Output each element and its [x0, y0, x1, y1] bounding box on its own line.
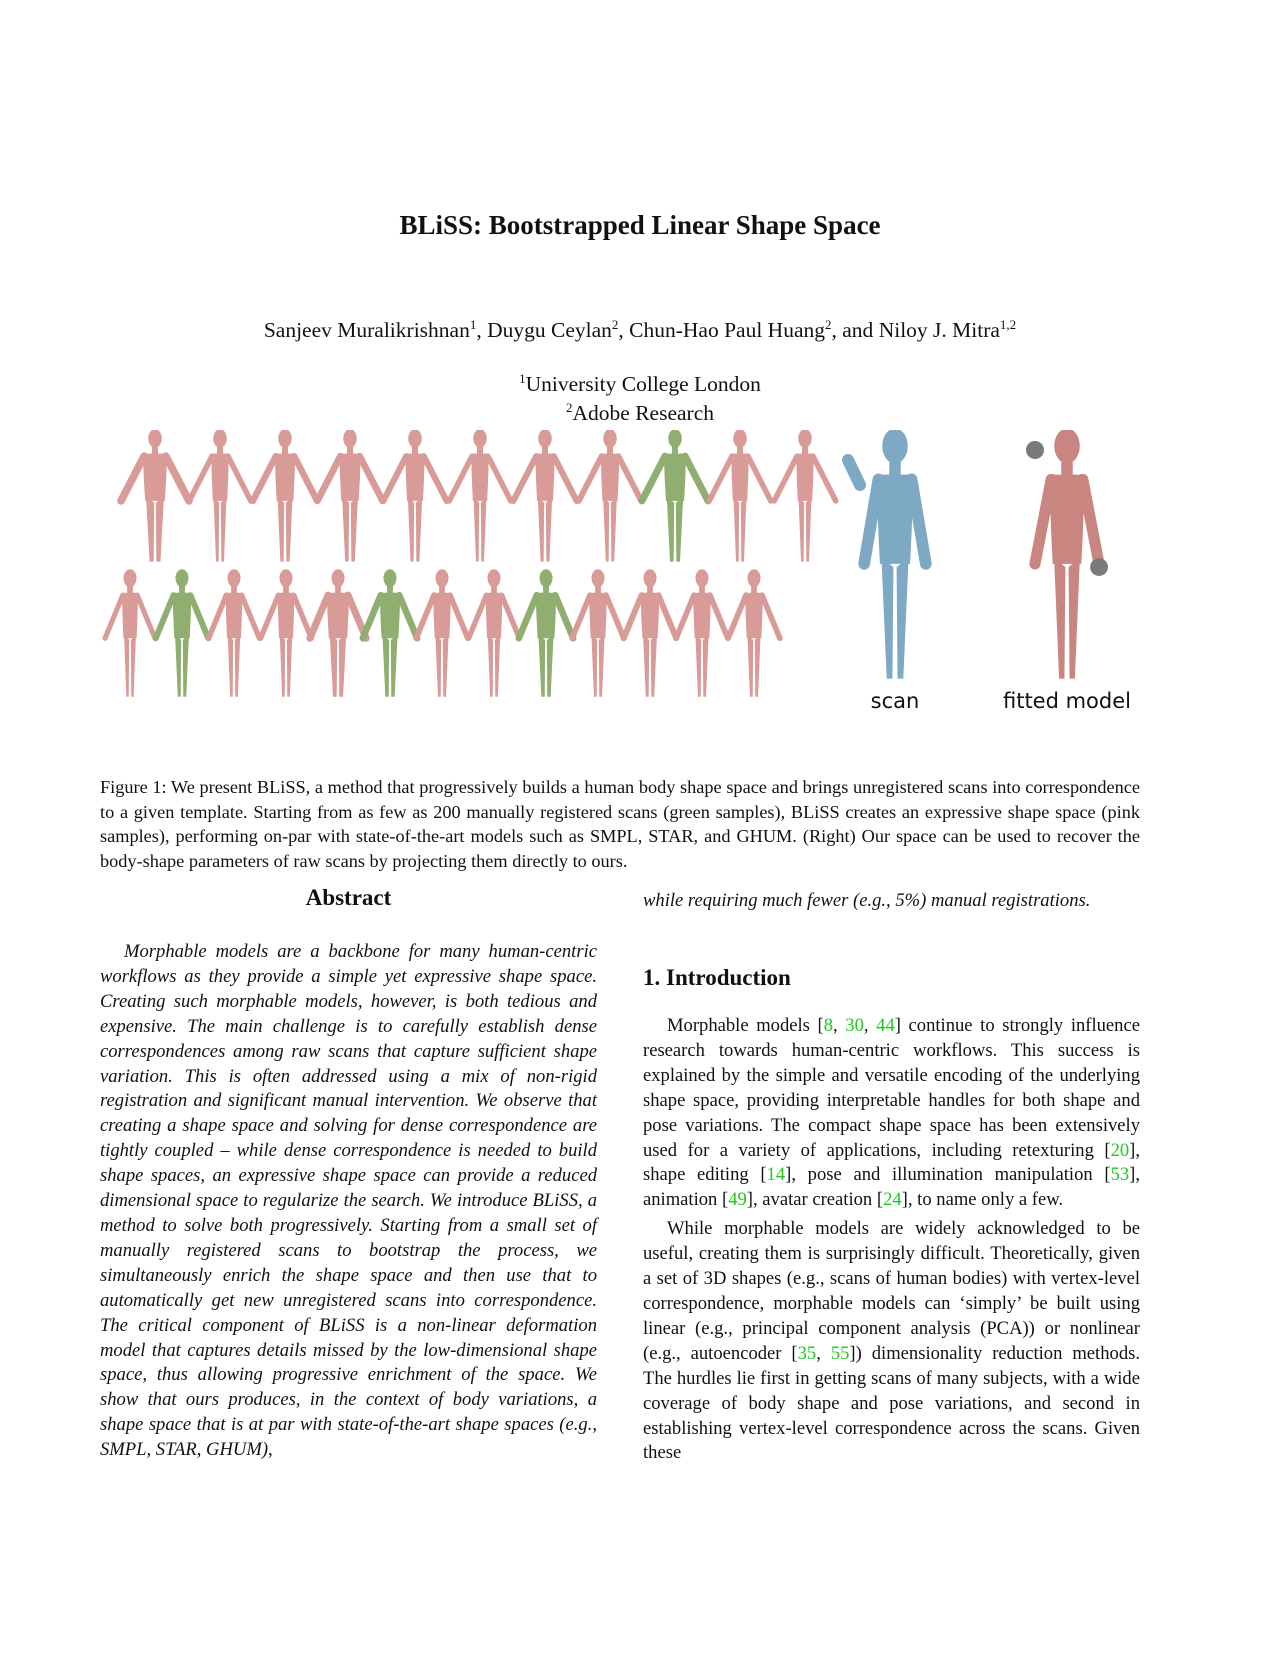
citation-link[interactable]: 20	[1110, 1139, 1130, 1161]
affiliation	[0, 401, 1280, 426]
text-run: While morphable models are widely acknowledged to be useful, creating them is surprisingly difficult. Theoretically, given a set of 3D shapes (e.g., scans of human bodies) with vertex-level correspondence, morphable models can ‘simply’ be built using linear (e.g., principal component analysis (PCA)) or nonlinear (e.g., autoencoder [	[643, 1218, 1140, 1364]
body-figure	[848, 430, 926, 679]
citation-link[interactable]: 55	[830, 1342, 850, 1364]
author-affil-mark: 2	[825, 316, 832, 332]
body-figure	[261, 569, 312, 697]
body-figure	[310, 569, 366, 697]
scan-body	[848, 430, 926, 679]
author-name: Duygu Ceylan	[487, 318, 612, 342]
citation-link[interactable]: 24	[883, 1189, 902, 1211]
citation-link[interactable]: 35	[797, 1342, 817, 1364]
fitted-model-label: fitted model	[1002, 689, 1132, 713]
body-figure	[676, 569, 728, 697]
body-figure	[513, 430, 576, 562]
text-run: ], avatar creation [	[746, 1189, 884, 1211]
body-figure	[253, 430, 317, 562]
abstract-continuation: while requiring much fewer (e.g., 5%) manual registrations.	[643, 890, 1091, 911]
body-figure	[105, 569, 155, 697]
scan-label: scan	[870, 689, 920, 713]
intro-body	[643, 1014, 1140, 1470]
figure-caption: Figure 1: We present BLiSS, a method that progressively builds a human body shape space and brings unregistered scans into correspondence to a given template. Starting from as few as 200 manually registered scans (green samples), BLiSS creates an expressive shape space (pink samples), performing on-par with state-of-the-art models such as SMPL, STAR, and GHUM. (Right) Our space can be used to recover the body-shape parameters of raw scans by projecting them directly to ours.	[100, 777, 1140, 871]
author-list	[0, 318, 1280, 343]
text-run: ]) dimensionality reduction methods. The hurdles lie first in getting scans of many subjects, with a wide coverage of body shape and pose variations, and second in establishing vertex-level correspondence across the scans. Given these	[643, 1342, 1141, 1464]
text-run: ,	[816, 1342, 831, 1364]
body-figure	[642, 430, 708, 562]
figure-row-top	[121, 430, 836, 562]
affiliation-name: Adobe Research	[572, 401, 714, 425]
body-figure	[624, 569, 677, 697]
citation-link[interactable]: 53	[1110, 1164, 1130, 1186]
affiliation-mark: 1	[519, 370, 526, 386]
fitted-body	[1026, 430, 1108, 679]
body-figure	[469, 569, 520, 697]
body-figure	[416, 569, 468, 697]
abstract-heading: Abstract	[305, 885, 392, 910]
figure-row-bottom	[105, 569, 780, 697]
paper-title: BLiSS: Bootstrapped Linear Shape Space	[399, 210, 881, 240]
body-figure	[449, 430, 511, 562]
author-name: Sanjeev Muralikrishnan	[263, 318, 470, 342]
citation-link[interactable]: 14	[766, 1164, 786, 1186]
abstract-body: Morphable models are a backbone for many human-centric workflows as they provide a simple yet expressive shape space. Creating such morphable models, however, is both tedious and expensive. The main challenge is to carefully establish dense correspondences among raw scans that capture sufficient shape variation. This is often addressed using a mix of non-rigid registration and significant manual intervention. We observe that creating a shape space and solving for dense correspondence are tightly coupled – while dense correspondence is needed to build shape spaces, an expressive shape space can provide a reduced dimensional space to regularize the search. We introduce BLiSS, a method to solve both progressively. Starting from a small set of manually registered scans to bootstrap the process, we simultaneously enrich the shape space and then use that to automatically get new unregistered scans into correspondence. The critical component of BLiSS is a non-linear deformation model that captures details missed by the low-dimensional shape space, thus allowing progressive enrichment of the space. We show that ours produces, in the context of body variations, a shape space that is at par with state-of-the-art shape spaces (e.g., SMPL, STAR, GHUM),	[100, 941, 597, 1461]
body-figure	[317, 430, 382, 562]
affiliation-name: University College London	[525, 372, 761, 396]
author-affil-mark: 1,2	[999, 316, 1017, 332]
body-figure	[156, 569, 209, 697]
section-heading: 1. Introduction	[643, 965, 791, 990]
affiliation-mark: 2	[566, 399, 573, 415]
body-figure	[579, 430, 641, 562]
text-run: ], shape editing [	[643, 1139, 1140, 1186]
author-affil-mark: 2	[611, 316, 619, 332]
text-run: ], to name only a few.	[901, 1189, 1064, 1211]
citation-link[interactable]: 30	[845, 1015, 864, 1036]
body-figure	[209, 569, 260, 697]
author-affil-mark: 1	[469, 316, 477, 332]
body-figure	[774, 430, 836, 562]
body-figure	[189, 430, 251, 562]
author-name: Niloy J. Mitra	[878, 318, 1000, 342]
author-separator: , and	[831, 318, 879, 342]
intro-paragraph	[643, 1014, 1140, 1213]
body-figure	[1026, 430, 1108, 679]
body-figure	[709, 430, 771, 562]
text-run: ,	[863, 1015, 877, 1036]
author-name: Chun-Hao Paul Huang	[629, 318, 826, 342]
text-run: Morphable models [	[667, 1015, 824, 1036]
body-figure	[572, 569, 624, 697]
text-run: ], pose and illumination manipulation [	[785, 1164, 1111, 1186]
citation-link[interactable]: 44	[876, 1015, 895, 1036]
citation-link[interactable]: 49	[728, 1189, 747, 1211]
body-figure	[519, 569, 573, 697]
body-figure	[363, 569, 417, 697]
intro-paragraph	[643, 1217, 1140, 1466]
citation-link[interactable]: 8	[823, 1015, 834, 1036]
author-separator: ,	[618, 318, 630, 342]
text-run: ,	[833, 1015, 846, 1036]
body-figure	[121, 430, 189, 562]
text-run: ] continue to strongly influence research towards human-centric workflows. This success is explained by the simple and versatile encoding of the underlying shape space, providing interpretable handles for both shape and pose variations. The compact shape space has been extensively used for a variety of applications, including retexturing [	[643, 1015, 1140, 1161]
text-run: ], animation [	[643, 1164, 1140, 1211]
body-figure	[728, 569, 780, 697]
author-separator: ,	[476, 318, 488, 342]
teaser-figure	[100, 430, 1140, 752]
affiliation	[0, 372, 1280, 397]
body-figure	[383, 430, 446, 562]
